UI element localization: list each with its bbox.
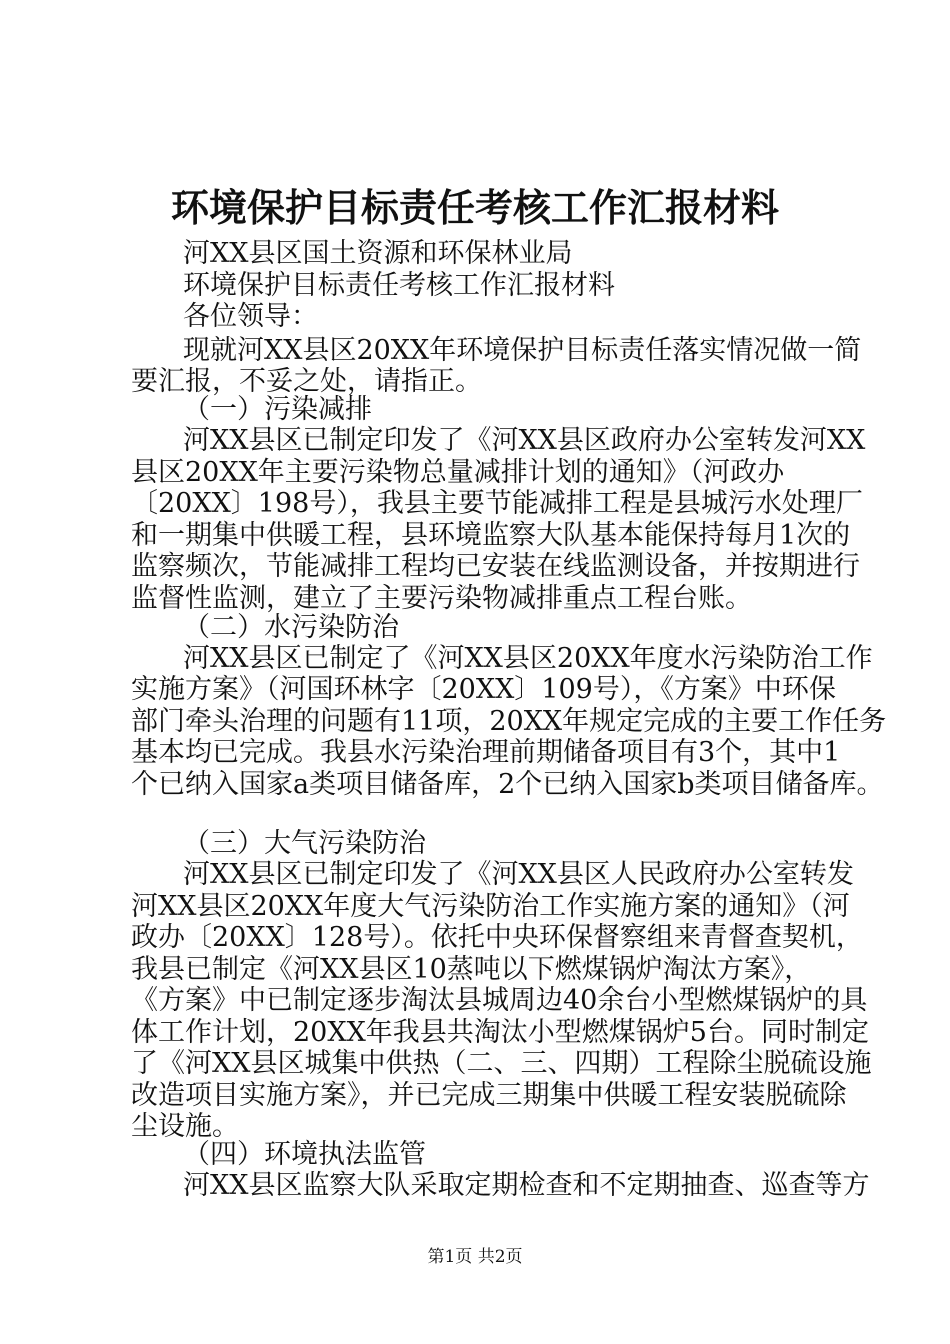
body-line: 尘设施。 (131, 1111, 239, 1142)
body-line: 河XX县区已制定了《河XX县区20XX年度水污染防治工作 (183, 643, 873, 674)
body-line: 我县已制定《河XX县区10蒸吨以下燃煤锅炉淘汰方案》， (131, 954, 812, 985)
body-line: 部门牵头治理的问题有11项，20XX年规定完成的主要工作任务 (131, 706, 887, 737)
body-line: 〔20XX〕198号），我县主要节能减排工程是县城污水处理厂 (131, 488, 863, 519)
section-heading: （二）水污染防治 (183, 612, 399, 643)
body-line: 监督性监测，建立了主要污染物减排重点工程台账。 (131, 583, 752, 614)
body-line: 个已纳入国家a类项目储备库，2个已纳入国家b类项目储备库。 (131, 769, 884, 800)
body-line: 要汇报，不妥之处，请指正。 (131, 366, 482, 397)
section-heading: （四）环境执法监管 (183, 1139, 426, 1170)
page-footer: 第1页 共2页 (427, 1247, 523, 1267)
body-line: 县区20XX年主要污染物总量减排计划的通知》（河政办 (131, 457, 785, 488)
body-line: 了《河XX县区城集中供热（二、三、四期）工程除尘脱硫设施 (131, 1048, 872, 1079)
body-line: 各位领导： (183, 301, 318, 332)
body-line: 政办〔20XX〕128号）。依托中央环保督察组来青督查契机， (131, 922, 863, 953)
body-line: 河XX县区20XX年度大气污染防治工作实施方案的通知》（河 (131, 891, 850, 922)
body-line: 《方案》中已制定逐步淘汰县城周边40余台小型燃煤锅炉的具 (131, 985, 868, 1016)
body-line: 河XX县区监察大队采取定期检查和不定期抽查、巡查等方 (183, 1170, 870, 1201)
body-line: 河XX县区已制定印发了《河XX县区政府办公室转发河XX (183, 425, 866, 456)
document-title: 环境保护目标责任考核工作汇报材料 (170, 185, 779, 230)
body-line: 河XX县区已制定印发了《河XX县区人民政府办公室转发 (183, 859, 854, 890)
body-line: 基本均已完成。我县水污染治理前期储备项目有3个，其中1 (131, 737, 841, 768)
body-line: 体工作计划，20XX年我县共淘汰小型燃煤锅炉5台。同时制定 (131, 1017, 869, 1048)
section-heading: （一）污染减排 (183, 394, 372, 425)
body-line: 改造项目实施方案》，并已完成三期集中供暖工程安装脱硫除 (131, 1080, 847, 1111)
body-line: 实施方案》（河国环林字〔20XX〕109号），《方案》中环保 (131, 674, 836, 705)
body-line: 监察频次，节能减排工程均已安装在线监测设备，并按期进行 (131, 551, 860, 582)
body-line: 现就河XX县区20XX年环境保护目标责任落实情况做一简 (183, 335, 862, 366)
body-line: 河XX县区国土资源和环保林业局 (183, 238, 573, 269)
section-heading: （三）大气污染防治 (183, 828, 426, 859)
body-line: 和一期集中供暖工程，县环境监察大队基本能保持每月1次的 (131, 520, 851, 551)
body-line: 环境保护目标责任考核工作汇报材料 (183, 270, 615, 301)
